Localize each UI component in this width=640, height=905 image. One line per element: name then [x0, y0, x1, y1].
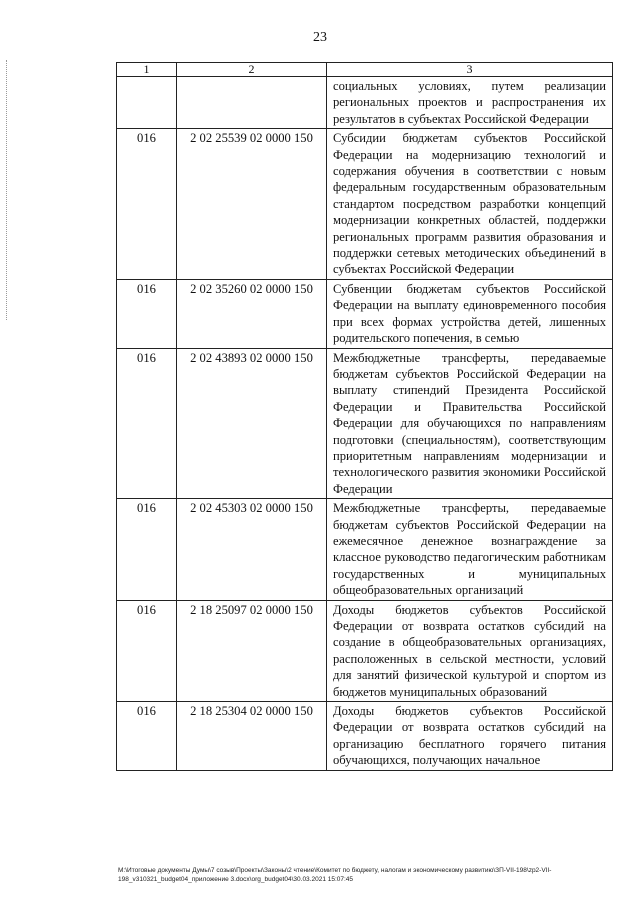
header-col-2: 2	[177, 63, 327, 77]
revenue-description: Межбюджетные трансферты, передаваемые бюджетам субъектов Российской Федерации на выплату стипендий Президента Российской Федерации и Правительства Российской Федерации для обучающихся по направлениям подготовки (специальностям), соответствующим приоритетным направлениям модернизации и технологического развития экономики Российской Федерации	[327, 348, 613, 499]
header-col-1: 1	[117, 63, 177, 77]
table-row	[117, 348, 613, 499]
table-row	[117, 702, 613, 771]
admin-code: 016	[117, 702, 177, 771]
budget-classification-code: 2 18 25097 02 0000 150	[177, 600, 327, 701]
budget-classification-code: 2 18 25304 02 0000 150	[177, 702, 327, 771]
admin-code: 016	[117, 279, 177, 348]
admin-code: 016	[117, 600, 177, 701]
budget-classification-code: 2 02 43893 02 0000 150	[177, 348, 327, 499]
footer-path-line-1: М:\Итоговые документы Думы\7 созыв\Проекты\Законы\2 чтение\Комитет по бюджету, налогам и экономическому развитию\ЗП-VII-198\zp2-VII-	[118, 867, 552, 874]
revenue-description: Доходы бюджетов субъектов Российской Федерации от возврата остатков субсидий на создание в общеобразовательных организациях, расположенных в сельской местности, условий для занятий физической культурой и спортом из бюджетов муниципальных образований	[327, 600, 613, 701]
table-row	[117, 279, 613, 348]
revenue-description: Субсидии бюджетам субъектов Российской Федерации на модернизацию технологий и содержания обучения в соответствии с новым федеральным государственным образовательным стандартом посредством разработки концепций модернизации конкретных областей, поддержки региональных программ развития образования и поддержки сетевых методических объединений в субъектах Российской Федерации	[327, 129, 613, 280]
margin-mark	[6, 60, 8, 320]
admin-code: 016	[117, 129, 177, 280]
document-path-footer	[118, 866, 618, 884]
footer-path-line-2: 198_v310321_budget04_приложение 3.docx\org_budget04\30.03.2021 15:07:45	[118, 876, 354, 883]
table-row	[117, 499, 613, 600]
revenue-description: Субвенции бюджетам субъектов Российской Федерации на выплату единовременного пособия при всех формах устройства детей, лишенных родительского попечения, в семью	[327, 279, 613, 348]
admin-code: 016	[117, 499, 177, 600]
budget-classification-code	[177, 77, 327, 129]
budget-classification-code: 2 02 25539 02 0000 150	[177, 129, 327, 280]
revenue-description: Межбюджетные трансферты, передаваемые бюджетам субъектов Российской Федерации на ежемесячное денежное вознаграждение за классное руководство педагогическим работникам государственных и муниципальных общеобразовательных организаций	[327, 499, 613, 600]
admin-code	[117, 77, 177, 129]
revenue-description: Доходы бюджетов субъектов Российской Федерации от возврата остатков субсидий на организацию бесплатного горячего питания обучающихся, получающих начальное	[327, 702, 613, 771]
header-col-3: 3	[327, 63, 613, 77]
budget-classification-code: 2 02 35260 02 0000 150	[177, 279, 327, 348]
table-header-row	[117, 63, 613, 77]
page-number: 23	[313, 30, 327, 45]
revenue-codes-table	[116, 62, 613, 771]
table-row	[117, 600, 613, 701]
budget-classification-code: 2 02 45303 02 0000 150	[177, 499, 327, 600]
revenue-description: социальных условиях, путем реализации региональных проектов и распространения их результатов в субъектах Российской Федерации	[327, 77, 613, 129]
table-row	[117, 77, 613, 129]
table-row	[117, 129, 613, 280]
admin-code: 016	[117, 348, 177, 499]
